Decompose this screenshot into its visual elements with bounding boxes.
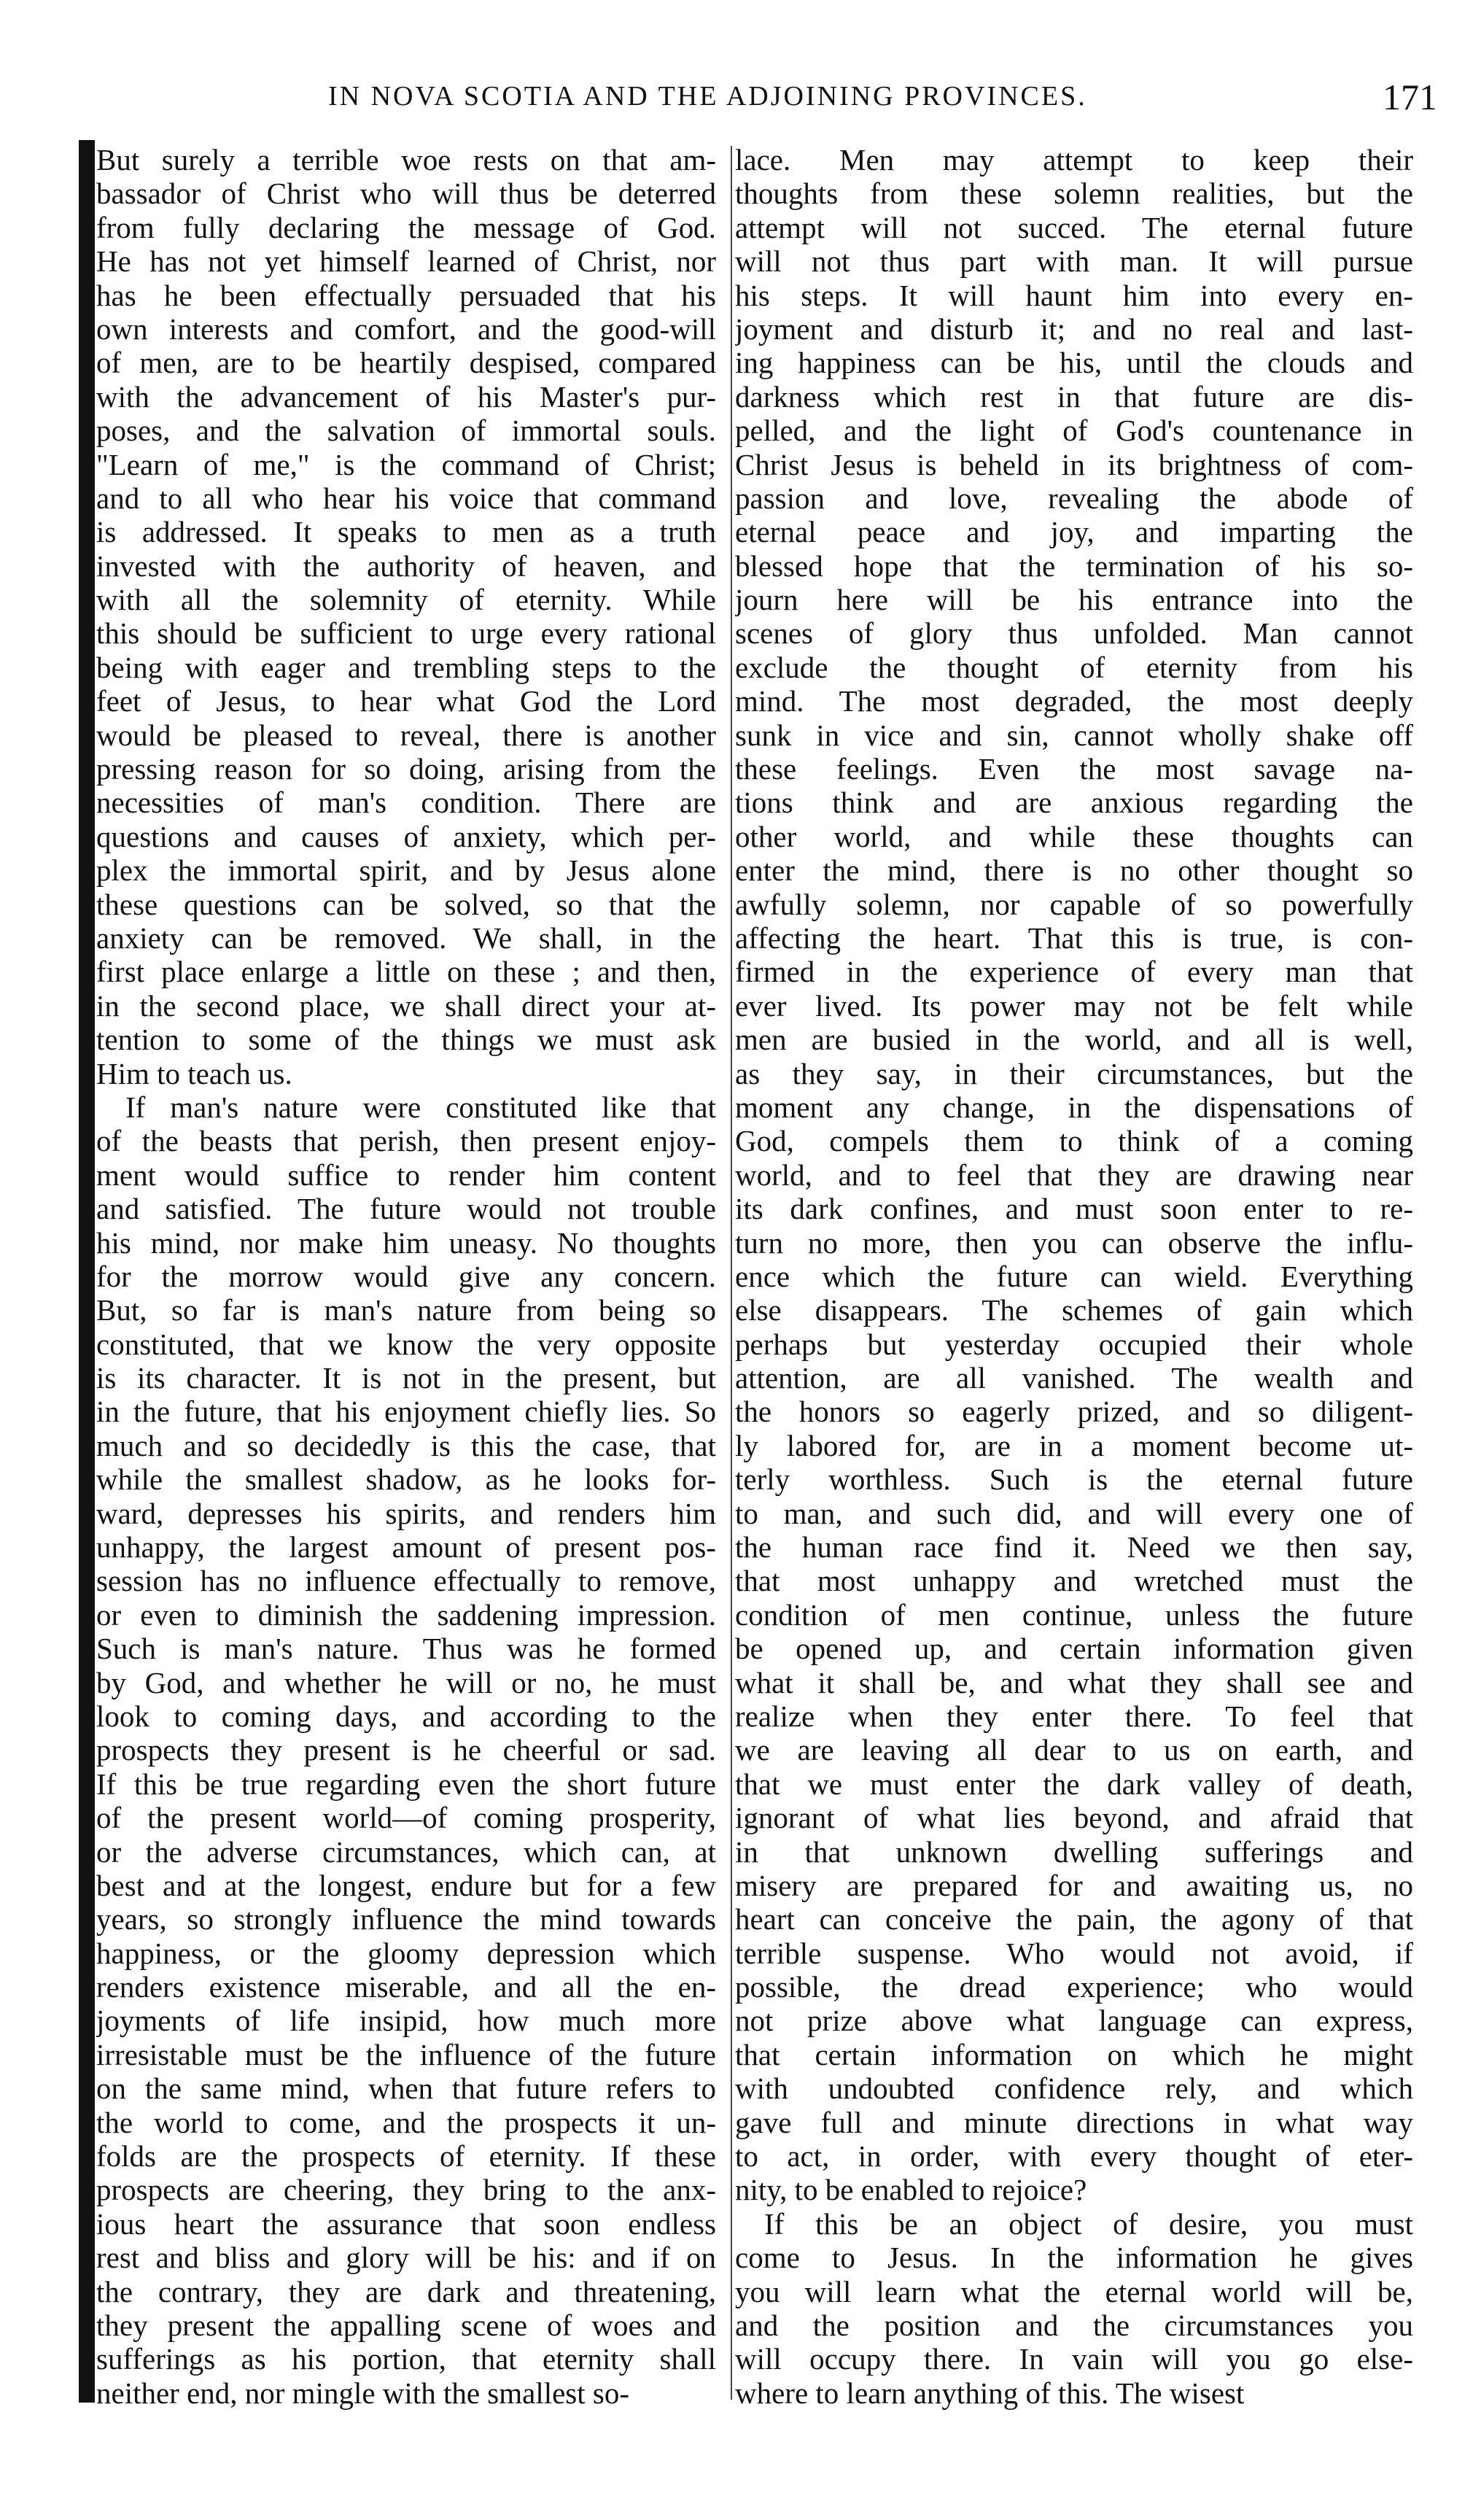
text-line: gave full and minute directions in what way (735, 2105, 1413, 2139)
text-line: this should be sufficient to urge every rational (96, 616, 716, 651)
text-line: world, and to feel that they are drawing near (735, 1158, 1413, 1192)
text-line: attention, are all vanished. The wealth and (735, 1361, 1413, 1395)
text-line: ever lived. Its power may not be felt while (735, 988, 1413, 1023)
text-line: folds are the prospects of eternity. If these (96, 2139, 716, 2174)
text-line: irresistable must be the influence of the future (96, 2037, 716, 2071)
text-line: you will learn what the eternal world will be, (735, 2274, 1413, 2308)
text-line: affecting the heart. That this is true, is con- (735, 920, 1413, 955)
text-line: would be pleased to reveal, there is another (96, 718, 716, 752)
text-line: realize when they enter there. To feel that (735, 1699, 1413, 1733)
text-line: God, compels them to think of a coming (735, 1124, 1413, 1158)
text-line: heart can conceive the pain, the agony of that (735, 1902, 1413, 1936)
text-line: with all the solemnity of eternity. While (96, 583, 716, 617)
text-line: neither end, nor mingle with the smallest so- (96, 2376, 630, 2410)
page-number: 171 (1383, 77, 1437, 117)
text-line: exclude the thought of eternity from his (735, 650, 1413, 684)
text-line: has he been effectually persuaded that his (96, 278, 716, 312)
text-line: that we must enter the dark valley of death, (735, 1767, 1413, 1801)
text-line: the world to come, and the prospects it un- (96, 2105, 716, 2139)
text-line: ious heart the assurance that soon endless (96, 2206, 716, 2241)
text-line: we are leaving all dear to us on earth, and (735, 1733, 1413, 1767)
text-line: unhappy, the largest amount of present pos- (96, 1530, 716, 1565)
text-line: or the adverse circumstances, which can, at (96, 1834, 716, 1869)
text-line: perhaps but yesterday occupied their whole (735, 1327, 1413, 1361)
text-line: look to coming days, and according to the (96, 1699, 716, 1733)
text-line: that most unhappy and wretched must the (735, 1564, 1413, 1598)
text-line: come to Jesus. In the information he gives (735, 2241, 1413, 2275)
text-line: prospects they present is he cheerful or sad. (96, 1733, 716, 1767)
text-line: in the future, that his enjoyment chiefly lies. So (96, 1395, 716, 1429)
page-header (88, 73, 1437, 131)
text-line: joyment and disturb it; and no real and last- (735, 311, 1413, 346)
text-line: attempt will not succed. The eternal future (735, 210, 1413, 244)
text-line: mind. The most degraded, the most deeply (735, 684, 1413, 718)
text-line: tions think and are anxious regarding the (735, 786, 1413, 820)
text-line: firmed in the experience of every man that (735, 955, 1413, 989)
text-line: other world, and while these thoughts can (735, 819, 1413, 853)
text-line: while the smallest shadow, as he looks for- (96, 1462, 716, 1497)
text-line: turn no more, then you can observe the influ- (735, 1225, 1413, 1260)
text-line: will occupy there. In vain will you go else- (735, 2342, 1413, 2376)
text-line: tention to some of the things we must ask (96, 1023, 716, 1057)
text-line: anxiety can be removed. We shall, in the (96, 920, 716, 955)
text-line: ignorant of what lies beyond, and afraid that (735, 1801, 1413, 1835)
text-line: poses, and the salvation of immortal souls. (96, 414, 716, 448)
text-line: to man, and such did, and will every one of (735, 1496, 1413, 1530)
text-line: in the second place, we shall direct your at- (96, 988, 716, 1023)
left-column (96, 143, 716, 2410)
text-line: in that unknown dwelling sufferings and (735, 1834, 1413, 1869)
text-line: renders existence miserable, and all the en- (96, 1970, 716, 2004)
text-line: the honors so eagerly prized, and so diligent- (735, 1395, 1413, 1429)
text-line: ly labored for, are in a moment become ut- (735, 1428, 1413, 1462)
text-line: He has not yet himself learned of Christ, nor (96, 244, 716, 279)
text-line: that certain information on which he might (735, 2037, 1413, 2071)
text-line: darkness which rest in that future are dis- (735, 379, 1413, 414)
text-line: eternal peace and joy, and imparting the (735, 515, 1413, 549)
text-line: by God, and whether he will or no, he must (96, 1665, 716, 1699)
text-line: as they say, in their circumstances, but the (735, 1056, 1413, 1090)
text-line: its dark confines, and must soon enter to re- (735, 1192, 1413, 1226)
text-line: best and at the longest, endure but for a few (96, 1868, 716, 1902)
text-line: constituted, that we know the very opposite (96, 1327, 716, 1361)
text-line: necessities of man's condition. There are (96, 786, 716, 820)
running-title: IN NOVA SCOTIA AND THE ADJOINING PROVINCES. (328, 81, 1087, 112)
text-line: But, so far is man's nature from being so (96, 1293, 716, 1327)
text-line: be opened up, and certain information given (735, 1632, 1413, 1666)
text-line: and to all who hear his voice that command (96, 481, 716, 515)
text-line: and satisfied. The future would not trouble (96, 1192, 716, 1226)
text-line: his steps. It will haunt him into every en- (735, 278, 1413, 312)
text-line: of the present world—of coming prosperity, (96, 1801, 716, 1835)
text-line: sufferings as his portion, that eternity shall (96, 2342, 716, 2376)
text-line: where to learn anything of this. The wisest (735, 2376, 1245, 2410)
text-line: pelled, and the light of God's countenance in (735, 414, 1413, 448)
text-line: men are busied in the world, and all is well, (735, 1023, 1413, 1057)
text-line: If man's nature were constituted like that (125, 1090, 716, 1124)
text-line: awfully solemn, nor capable of so powerfully (735, 887, 1413, 921)
text-line: enter the mind, there is no other thought so (735, 853, 1413, 888)
text-line: feet of Jesus, to hear what God the Lord (96, 684, 716, 718)
text-line: rest and bliss and glory will be his: and if on (96, 2241, 716, 2275)
text-line: ence which the future can wield. Everything (735, 1259, 1413, 1293)
text-line: his mind, nor make him uneasy. No thoughts (96, 1225, 716, 1260)
text-line: thoughts from these solemn realities, but the (735, 177, 1413, 211)
text-line: what it shall be, and what they shall see and (735, 1665, 1413, 1699)
text-line: of men, are to be heartily despised, compared (96, 346, 716, 380)
column-divider (731, 146, 732, 2400)
text-line: is its character. It is not in the present, but (96, 1361, 716, 1395)
text-line: But surely a terrible woe rests on that am- (96, 143, 716, 177)
text-line: sunk in vice and sin, cannot wholly shake off (735, 718, 1413, 752)
text-line: terly worthless. Such is the eternal future (735, 1462, 1413, 1497)
text-line: ment would suffice to render him content (96, 1158, 716, 1192)
text-line: ward, depresses his spirits, and renders him (96, 1496, 716, 1530)
text-line: joyments of life insipid, how much more (96, 2004, 716, 2038)
binding-shadow (79, 140, 95, 2403)
text-line: with the advancement of his Master's pur- (96, 379, 716, 414)
text-line: Him to teach us. (96, 1056, 292, 1090)
text-line: Such is man's nature. Thus was he formed (96, 1632, 716, 1666)
text-line: will not thus part with man. It will pursue (735, 244, 1413, 279)
text-line: else disappears. The schemes of gain which (735, 1293, 1413, 1327)
text-line: misery are prepared for and awaiting us, no (735, 1868, 1413, 1902)
text-line: to act, in order, with every thought of eter- (735, 2139, 1413, 2174)
text-line: prospects are cheering, they bring to the anx- (96, 2173, 716, 2207)
text-line: terrible suspense. Who would not avoid, if (735, 1936, 1413, 1970)
text-line: years, so strongly influence the mind towards (96, 1902, 716, 1936)
text-line: scenes of glory thus unfolded. Man cannot (735, 616, 1413, 651)
text-line: session has no influence effectually to remove, (96, 1564, 716, 1598)
text-line: or even to diminish the saddening impression. (96, 1597, 716, 1632)
text-line: passion and love, revealing the abode of (735, 481, 1413, 515)
text-line: the human race find it. Need we then say, (735, 1530, 1413, 1565)
text-line: pressing reason for so doing, arising from the (96, 752, 716, 786)
text-line: these questions can be solved, so that the (96, 887, 716, 921)
text-line: nity, to be enabled to rejoice? (735, 2173, 1087, 2207)
text-line: lace. Men may attempt to keep their (735, 143, 1413, 177)
text-line: questions and causes of anxiety, which per- (96, 819, 716, 853)
text-line: invested with the authority of heaven, and (96, 548, 716, 583)
text-line: for the morrow would give any concern. (96, 1259, 716, 1293)
text-line: of the beasts that perish, then present enjoy- (96, 1124, 716, 1158)
text-line: is addressed. It speaks to men as a truth (96, 515, 716, 549)
text-line: bassador of Christ who will thus be deterred (96, 177, 716, 211)
text-line: condition of men continue, unless the future (735, 1597, 1413, 1632)
text-line: they present the appalling scene of woes and (96, 2308, 716, 2342)
text-line: own interests and comfort, and the good-will (96, 311, 716, 346)
text-line: plex the immortal spirit, and by Jesus alone (96, 853, 716, 888)
text-line: If this be an object of desire, you must (764, 2206, 1413, 2241)
text-line: being with eager and trembling steps to the (96, 650, 716, 684)
text-line: happiness, or the gloomy depression which (96, 1936, 716, 1970)
right-column (735, 143, 1413, 2410)
text-line: these feelings. Even the most savage na- (735, 752, 1413, 786)
text-line: from fully declaring the message of God. (96, 210, 716, 244)
text-line: the contrary, they are dark and threatening, (96, 2274, 716, 2308)
text-line: first place enlarge a little on these ; and then, (96, 955, 716, 989)
text-line: Christ Jesus is beheld in its brightness of com- (735, 447, 1413, 481)
text-line: ing happiness can be his, until the clouds and (735, 346, 1413, 380)
text-line: and the position and the circumstances you (735, 2308, 1413, 2342)
text-line: If this be true regarding even the short future (96, 1767, 716, 1801)
text-line: moment any change, in the dispensations of (735, 1090, 1413, 1124)
text-line: journ here will be his entrance into the (735, 583, 1413, 617)
text-line: blessed hope that the termination of his so- (735, 548, 1413, 583)
text-line: much and so decidedly is this the case, that (96, 1428, 716, 1462)
text-line: "Learn of me," is the command of Christ; (96, 447, 716, 481)
text-line: on the same mind, when that future refers to (96, 2071, 716, 2106)
text-line: possible, the dread experience; who would (735, 1970, 1413, 2004)
text-line: not prize above what language can express, (735, 2004, 1413, 2038)
text-line: with undoubted confidence rely, and which (735, 2071, 1413, 2106)
